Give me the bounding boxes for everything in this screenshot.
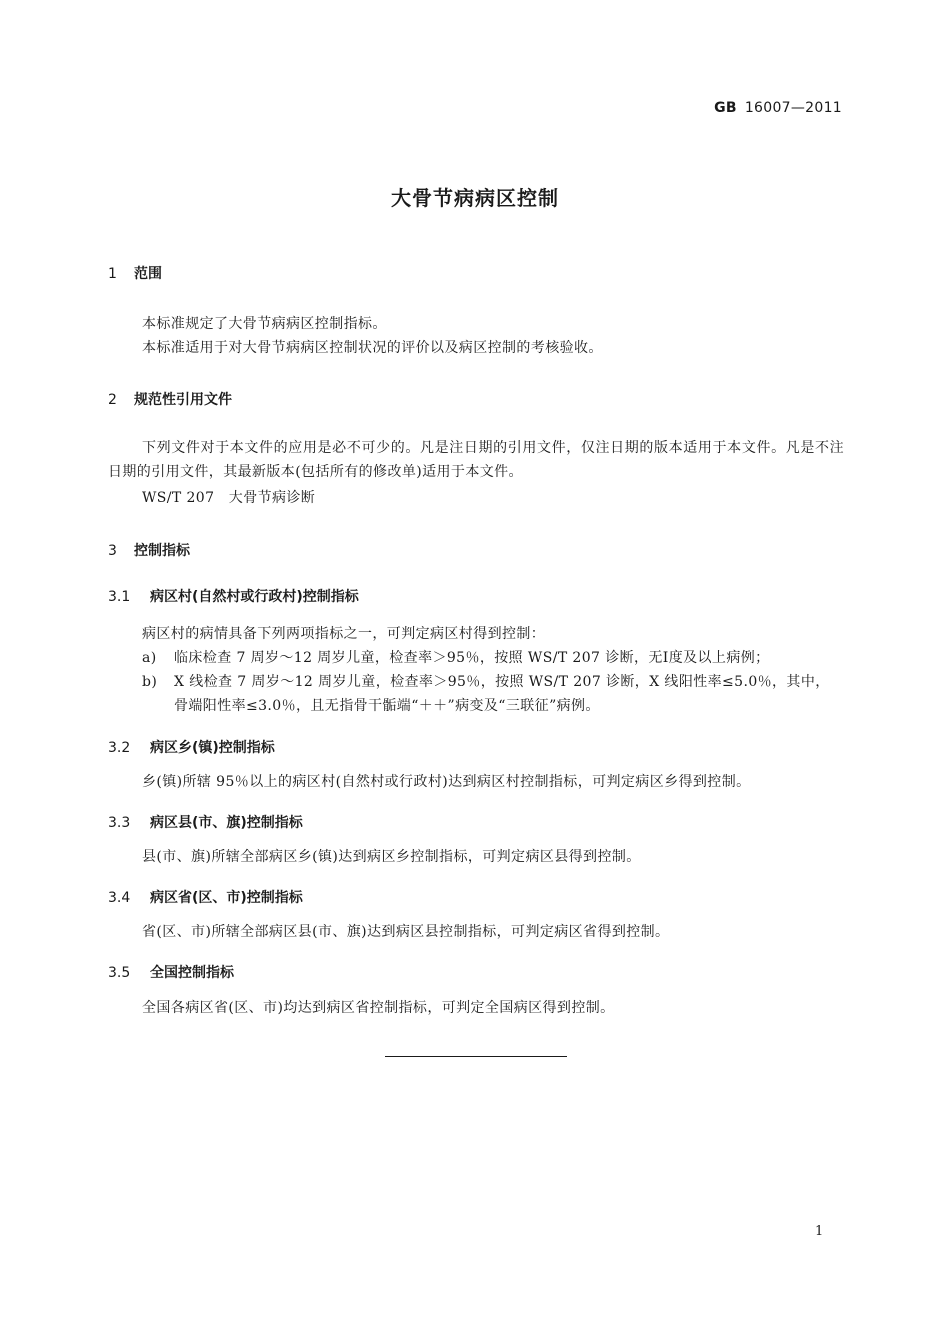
section-3-5-para: 全国各病区省(区、市)均达到病区省控制指标，可判定全国病区得到控制。 xyxy=(142,1000,615,1016)
section-2-para: 下列文件对于本文件的应用是必不可少的。凡是注日期的引用文件，仅注日期的版本适用于本文件。凡是不注日期的引用文件，其最新版本(包括所有的修改单)适用于本文件。 xyxy=(108,440,844,480)
section-number: 1 xyxy=(108,266,117,282)
section-2-heading xyxy=(108,389,232,409)
list-item-b xyxy=(142,670,844,718)
section-number: 3.2 xyxy=(108,740,131,756)
section-title: 病区村(自然村或行政村)控制指标 xyxy=(150,589,359,605)
document-title: 大骨节病病区控制 xyxy=(391,186,559,210)
section-number: 3 xyxy=(108,543,117,559)
section-1-para-2: 本标准适用于对大骨节病病区控制状况的评价以及病区控制的考核验收。 xyxy=(142,340,603,356)
list-marker: a) xyxy=(142,650,157,666)
section-1-para-1: 本标准规定了大骨节病病区控制指标。 xyxy=(142,316,387,332)
list-item-text: 临床检查 7 周岁～12 周岁儿童，检查率＞95％，按照 WS/T 207 诊断，无Ⅰ度及以上病例； xyxy=(174,650,770,666)
list-marker: b) xyxy=(142,674,158,690)
section-3-4-heading xyxy=(108,887,303,907)
section-title: 范围 xyxy=(134,266,162,282)
section-3-5-heading xyxy=(108,962,234,982)
section-1-heading xyxy=(108,263,162,283)
list-item-a xyxy=(142,646,844,670)
standard-code xyxy=(714,100,842,116)
section-3-2-heading xyxy=(108,737,275,757)
section-title: 病区乡(镇)控制指标 xyxy=(150,740,275,756)
section-number: 3.5 xyxy=(108,965,131,981)
section-3-4-para: 省(区、市)所辖全部病区县(市、旗)达到病区县控制指标，可判定病区省得到控制。 xyxy=(142,924,670,940)
normative-reference: WS/T 207 大骨节病诊断 xyxy=(142,490,316,506)
section-title: 控制指标 xyxy=(134,543,190,559)
section-3-3-heading xyxy=(108,812,303,832)
section-title: 病区省(区、市)控制指标 xyxy=(150,890,303,906)
section-number: 3.4 xyxy=(108,890,131,906)
section-3-heading xyxy=(108,540,190,560)
standard-number: 16007—2011 xyxy=(744,100,842,116)
page-number: 1 xyxy=(815,1224,824,1239)
standard-prefix: GB xyxy=(714,100,737,116)
section-title: 规范性引用文件 xyxy=(134,392,232,408)
list-item-text: X 线检查 7 周岁～12 周岁儿童，检查率＞95％，按照 WS/T 207 诊断，X 线阳性率≤5.0％，其中，骨端阳性率≤3.0％，且无指骨干骺端“＋＋”病变及“三联征”病例。 xyxy=(174,674,830,714)
section-3-1-intro: 病区村的病情具备下列两项指标之一，可判定病区村得到控制： xyxy=(142,626,546,642)
section-number: 3.3 xyxy=(108,815,131,831)
section-3-1-heading xyxy=(108,586,359,606)
section-3-2-para: 乡(镇)所辖 95％以上的病区村(自然村或行政村)达到病区村控制指标，可判定病区乡得到控制。 xyxy=(142,774,751,790)
section-number: 3.1 xyxy=(108,589,131,605)
section-number: 2 xyxy=(108,392,117,408)
section-3-3-para: 县(市、旗)所辖全部病区乡(镇)达到病区乡控制指标，可判定病区县得到控制。 xyxy=(142,849,641,865)
section-title: 全国控制指标 xyxy=(150,965,234,981)
end-of-document-rule xyxy=(385,1056,567,1057)
section-title: 病区县(市、旗)控制指标 xyxy=(150,815,303,831)
